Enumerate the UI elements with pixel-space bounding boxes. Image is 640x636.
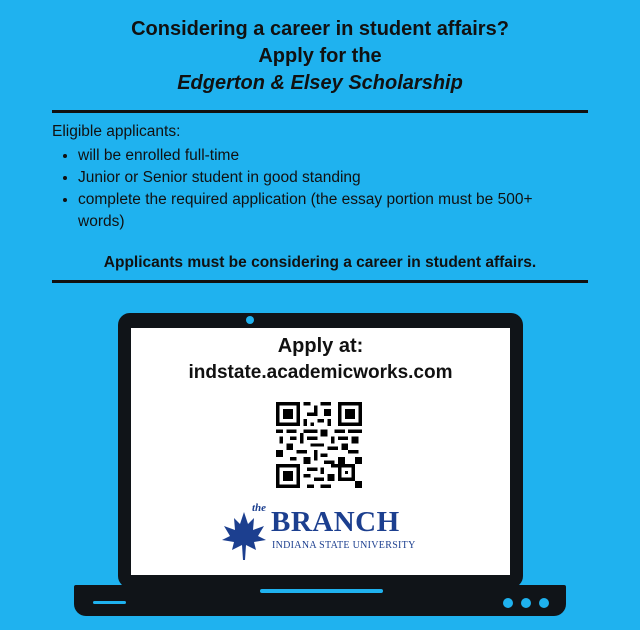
- laptop-camera: [246, 316, 254, 324]
- laptop-dot: [521, 598, 531, 608]
- laptop-dot: [539, 598, 549, 608]
- eligibility-section: [52, 121, 582, 233]
- apply-label: Apply at:: [277, 335, 364, 357]
- eligibility-intro: Eligible applicants:: [52, 123, 181, 140]
- scholarship-name: Edgerton & Elsey Scholarship: [177, 72, 463, 94]
- requirement-note: Applicants must be considering a career in student affairs.: [103, 254, 537, 271]
- eligibility-item: • will be enrolled full-time: [78, 145, 582, 167]
- apply-url[interactable]: indstate.academicworks.com: [188, 362, 453, 383]
- divider-top: [52, 110, 588, 113]
- bottom-strip: [0, 630, 640, 636]
- headline-line-2: Apply for the: [258, 45, 382, 67]
- headline-line-1: Considering a career in student affairs?: [131, 18, 509, 40]
- eligibility-item: • complete the required application (the essay portion must be 500+ words): [78, 189, 582, 233]
- the-branch-logo: [220, 502, 430, 564]
- logo-university-text: INDIANA STATE UNIVERSITY: [272, 540, 416, 551]
- maple-leaf-icon: [220, 510, 268, 562]
- laptop-indicator-bar: [93, 601, 126, 604]
- qr-code-icon[interactable]: [276, 402, 362, 488]
- eligibility-item: • Junior or Senior student in good standing: [78, 167, 582, 189]
- headline: [0, 16, 640, 97]
- logo-the-text: the: [252, 502, 267, 514]
- divider-bottom: [52, 280, 588, 283]
- logo-branch-text: BRANCH: [271, 506, 400, 538]
- laptop-trackpad: [260, 589, 383, 593]
- laptop-dot: [503, 598, 513, 608]
- eligibility-list: [52, 145, 582, 233]
